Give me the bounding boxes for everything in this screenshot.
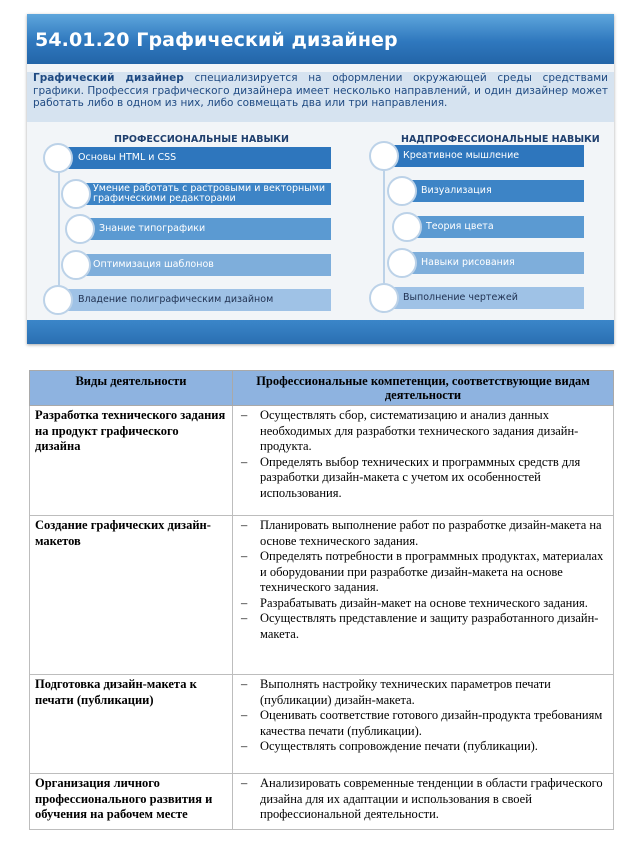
professional-bullet-circle xyxy=(61,250,91,280)
supra-skill-item: Теория цвета xyxy=(406,216,584,238)
table-row xyxy=(30,406,614,516)
table-row xyxy=(30,675,614,774)
competency-item: – Осуществлять представление и защиту разработанного дизайн-макета. xyxy=(238,611,608,642)
professional-skill-item: Владение полиграфическим дизайном xyxy=(57,289,331,311)
competency-item: – Разрабатывать дизайн-макет на основе технического задания. xyxy=(238,596,608,612)
supra-skill-item: Креативное мышление xyxy=(383,145,584,167)
activity-column-header: Виды деятельности xyxy=(30,371,233,406)
table-row xyxy=(30,516,614,675)
competency-item: – Анализировать современные тенденции в области графического дизайна для их адаптации и использования в своей профессиональной деятельности. xyxy=(238,776,608,823)
competencies-table xyxy=(29,370,614,830)
professional-skill-item: Знание типографики xyxy=(79,218,331,240)
activity-cell: Подготовка дизайн-макета к печати (публикации) xyxy=(30,675,233,774)
supra-connector xyxy=(383,159,385,297)
competencies-column-header: Профессиональные компетенции, соответствующие видам деятельности xyxy=(233,371,614,406)
activity-cell: Создание графических дизайн-макетов xyxy=(30,516,233,675)
supra-bullet-circle xyxy=(369,141,399,171)
card-title: 54.01.20 Графический дизайнер xyxy=(35,29,398,51)
intro-rest: специализируется на оформлении окружающей среды средствами графики. Профессия графического дизайнера имеет несколько направлений, и один дизайнер может работать либо в одном из них, либо совмещать два или три направления. xyxy=(33,72,609,109)
competency-item: – Выполнять настройку технических параметров печати (публикации) дизайн-макета. xyxy=(238,677,608,708)
supra-bullet-circle xyxy=(387,176,417,206)
supra-skill-item: Навыки рисования xyxy=(401,252,584,274)
supra-skills-title: НАДПРОФЕССИОНАЛЬНЫЕ НАВЫКИ xyxy=(401,134,600,145)
intro-text xyxy=(33,72,608,110)
professional-bullet-circle xyxy=(65,214,95,244)
supra-skill-item: Выполнение чертежей xyxy=(383,287,584,309)
activity-cell: Организация личного профессионального развития и обучения на рабочем месте xyxy=(30,774,233,830)
competencies-cell xyxy=(233,406,614,516)
intro-bold: Графический дизайнер xyxy=(33,72,184,84)
competencies-cell xyxy=(233,516,614,675)
competency-item: – Планировать выполнение работ по разработке дизайн-макета на основе технического задания. xyxy=(238,518,608,549)
professional-bullet-circle xyxy=(61,179,91,209)
supra-bullet-circle xyxy=(369,283,399,313)
card-intro xyxy=(27,72,614,122)
professional-bullet-circle xyxy=(43,143,73,173)
competencies-cell xyxy=(233,774,614,830)
competencies-cell xyxy=(233,675,614,774)
supra-bullet-circle xyxy=(392,212,422,242)
competency-item: – Определять потребности в программных продуктах, материалах и оборудовании при разработке дизайн-макета на основе технического задания. xyxy=(238,549,608,596)
card-footer xyxy=(27,320,614,344)
supra-bullet-circle xyxy=(387,248,417,278)
competency-item: – Осуществлять сбор, систематизацию и анализ данных необходимых для разработки технического задания дизайн-продукта. xyxy=(238,408,608,455)
competency-item: – Определять выбор технических и программных средств для разработки дизайн-макета с учетом их особенностей использования. xyxy=(238,455,608,502)
professional-skills-title: ПРОФЕССИОНАЛЬНЫЕ НАВЫКИ xyxy=(114,134,289,145)
table-header-row xyxy=(30,371,614,406)
table-row xyxy=(30,774,614,830)
professional-connector xyxy=(58,162,60,300)
competency-item: – Оценивать соответствие готового дизайн-продукта требованиям качества печати (публикации). xyxy=(238,708,608,739)
professional-bullet-circle xyxy=(43,285,73,315)
activity-cell: Разработка технического задания на продукт графического дизайна xyxy=(30,406,233,516)
specialty-card xyxy=(27,14,614,344)
card-header xyxy=(27,14,614,64)
professional-skill-item: Основы HTML и CSS xyxy=(57,147,331,169)
professional-skill-item: Оптимизация шаблонов xyxy=(75,254,331,276)
supra-skill-item: Визуализация xyxy=(401,180,584,202)
competency-item: – Осуществлять сопровождение печати (публикации). xyxy=(238,739,608,755)
professional-skill-item: Умение работать с растровыми и векторными графическими редакторами xyxy=(75,183,331,205)
